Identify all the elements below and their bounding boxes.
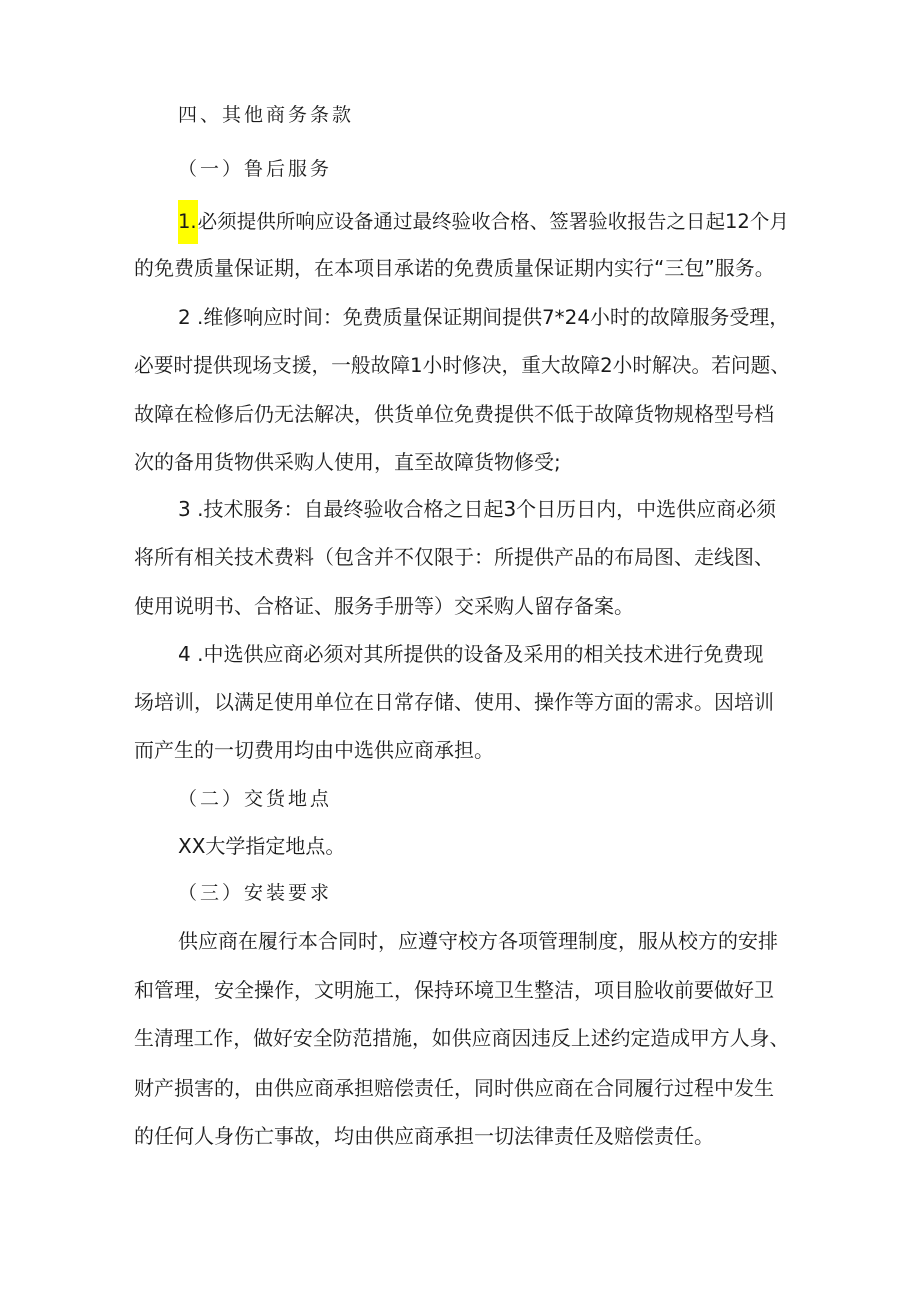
item-2-line-4: 次的备用货物供采购人使用，直至故障货物修受; <box>134 450 561 474</box>
section-title: 四、其他商务条款 <box>178 104 355 126</box>
installation-line-5: 的任何人身伤亡事故，均由供应商承担一切法律责任及赔偿责任。 <box>134 1124 714 1148</box>
subsection-title-after-sales: （一）鲁后服务 <box>178 158 333 180</box>
item-2-line-1: 2 .维修响应时间：免费质量保证期间提供7*24小时的故障服务受理， <box>178 306 790 329</box>
subsection-title-delivery: （二）交货地点 <box>178 788 333 810</box>
installation-line-4: 财产损害的，由供应商承担赔偿责任，同时供应商在合同履行过程中发生 <box>134 1076 774 1100</box>
item-2-line-2: 必要时提供现场支援，一般故障1小时修决，重大故障2小时解决。若问题、 <box>134 354 791 377</box>
item-1-line-1 <box>178 200 789 244</box>
item-2-line-3: 故障在检修后仍无法解决，供货单位免费提供不低于故障货物规格型号档 <box>134 402 774 426</box>
subsection-title-installation: （三）安装要求 <box>178 882 333 904</box>
item-4-line-1: 4 .中选供应商必须对其所提供的设备及采用的相关技术进行免费现 <box>178 642 764 666</box>
highlighted-item-number: 1. <box>178 200 198 244</box>
installation-line-1: 供应商在履行本合同时，应遵守校方各项管理制度，服从校方的安排 <box>178 929 778 953</box>
item-4-line-3: 而产生的一切费用均由中选供应商承担。 <box>134 738 494 762</box>
installation-line-3: 生清理工作，做好安全防范措施，如供应商因违反上述约定造成甲方人身、 <box>134 1027 790 1050</box>
item-4-line-2: 场培训，以满足使用单位在日常存储、使用、操作等方面的需求。因培训 <box>134 690 774 714</box>
item-1-line-2: 的免费质量保证期，在本项目承诺的免费质量保证期内实行“三包”服务。 <box>134 256 775 280</box>
item-1-text: 必须提供所响应设备通过最终验收合格、签署验收报告之日起12个月 <box>197 210 789 233</box>
item-3-line-1: 3 .技术服务：自最终验收合格之日起3个日历日内，中选供应商必须 <box>178 497 777 521</box>
delivery-location: XX大学指定地点。 <box>178 834 346 858</box>
installation-line-2: 和管理，安全操作，文明施工，保持环境卫生整洁，项目脸收前要做好卫 <box>134 978 774 1002</box>
item-3-line-2: 将所有相关技术费料（包含并不仅限于：所提供产品的布局图、走线图、 <box>134 545 774 569</box>
item-3-line-3: 使用说明书、合格证、服务手册等）交采购人留存备案。 <box>134 594 634 618</box>
